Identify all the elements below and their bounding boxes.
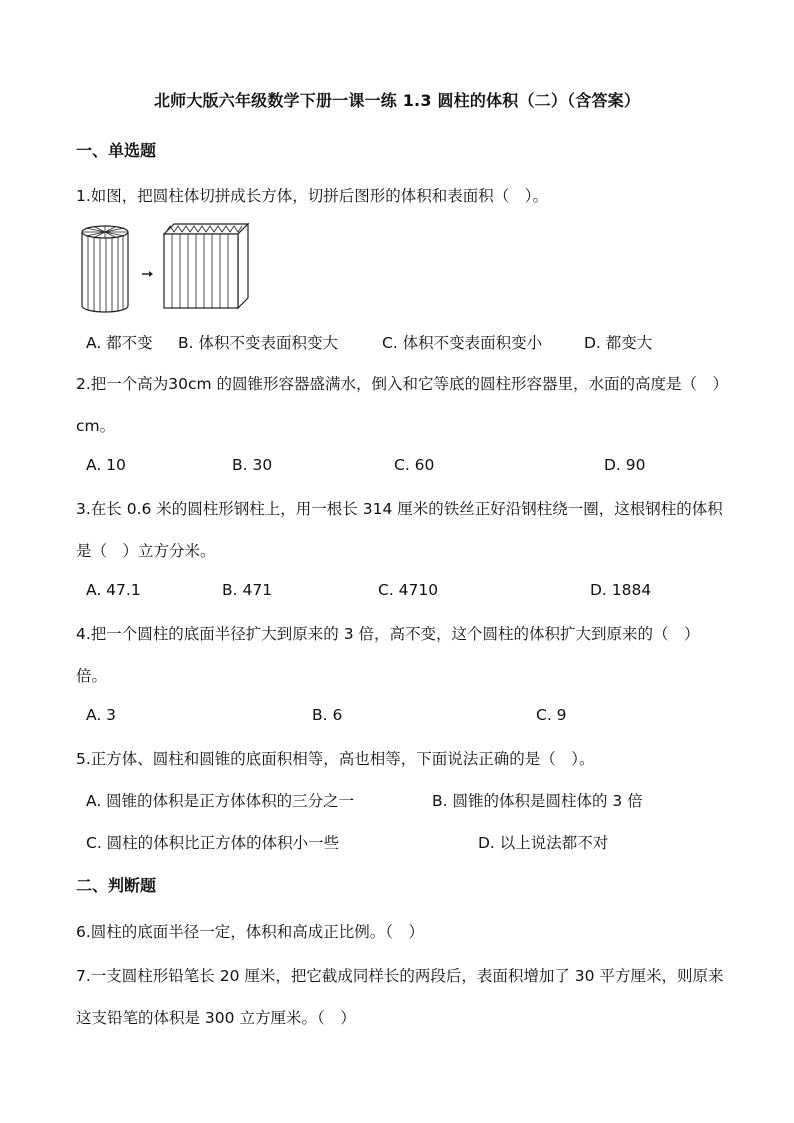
question-2-stem: 2.把一个高为30cm 的圆锥形容器盛满水，倒入和它等底的圆柱形容器里，水面的高度是（ ）cm。 [76, 375, 721, 435]
question-3-option-a[interactable]: A. 47.1 [86, 581, 141, 599]
question-3-option-c[interactable]: C. 4710 [378, 581, 439, 599]
question-1-option-c[interactable]: C. 体积不变表面积变小 [382, 334, 543, 352]
question-1-stem: 1.如图，把圆柱体切拼成长方体，切拼后图形的体积和表面积（ ）。 [76, 187, 549, 205]
question-2-option-b[interactable]: B. 30 [232, 456, 273, 474]
question-5-stem: 5.正方体、圆柱和圆锥的底面积相等，高也相等，下面说法正确的是（ ）。 [76, 750, 595, 768]
cylinder-illustration [82, 226, 128, 312]
cuboid-illustration [164, 224, 248, 308]
question-2-option-c[interactable]: C. 60 [394, 456, 435, 474]
question-1-option-a[interactable]: A. 都不变 [86, 334, 153, 352]
question-2-option-a[interactable]: A. 10 [86, 456, 126, 474]
cylinder-to-cuboid-figure [80, 222, 280, 316]
question-4-stem: 4.把一个圆柱的底面半径扩大到原来的 3 倍，高不变，这个圆柱的体积扩大到原来的（ ）倍。 [76, 625, 700, 685]
section-heading-single-choice: 一、单选题 [76, 141, 157, 160]
question-5-option-a[interactable]: A. 圆锥的体积是正方体体积的三分之一 [86, 792, 355, 810]
question-5-option-d[interactable]: D. 以上说法都不对 [478, 834, 609, 852]
document-title: 北师大版六年级数学下册一课一练 1.3 圆柱的体积（二）（含答案） [153, 91, 641, 110]
section-heading-true-false: 二、判断题 [76, 876, 157, 895]
question-3-stem: 3.在长 0.6 米的圆柱形钢柱上，用一根长 314 厘米的铁丝正好沿钢柱绕一圈，这根钢柱的体积是（ ）立方分米。 [76, 500, 723, 560]
transform-arrow-icon [142, 271, 153, 277]
question-3-option-b[interactable]: B. 471 [222, 581, 273, 599]
question-5-option-c[interactable]: C. 圆柱的体积比正方体的体积小一些 [86, 834, 340, 852]
question-7-stem: 7.一支圆柱形铅笔长 20 厘米，把它截成同样长的两段后，表面积增加了 30 平方厘米，则原来这支铅笔的体积是 300 立方厘米。（ ） [76, 967, 724, 1027]
question-6-stem: 6.圆柱的底面半径一定，体积和高成正比例。（ ） [76, 923, 425, 941]
question-1-option-d[interactable]: D. 都变大 [584, 334, 653, 352]
question-4-option-c[interactable]: C. 9 [536, 706, 567, 724]
question-3-option-d[interactable]: D. 1884 [590, 581, 652, 599]
question-1-option-b[interactable]: B. 体积不变表面积变大 [178, 334, 338, 352]
question-2-option-d[interactable]: D. 90 [604, 456, 646, 474]
question-4-option-b[interactable]: B. 6 [312, 706, 343, 724]
question-5-option-b[interactable]: B. 圆锥的体积是圆柱体的 3 倍 [432, 792, 643, 810]
question-4-option-a[interactable]: A. 3 [86, 706, 117, 724]
